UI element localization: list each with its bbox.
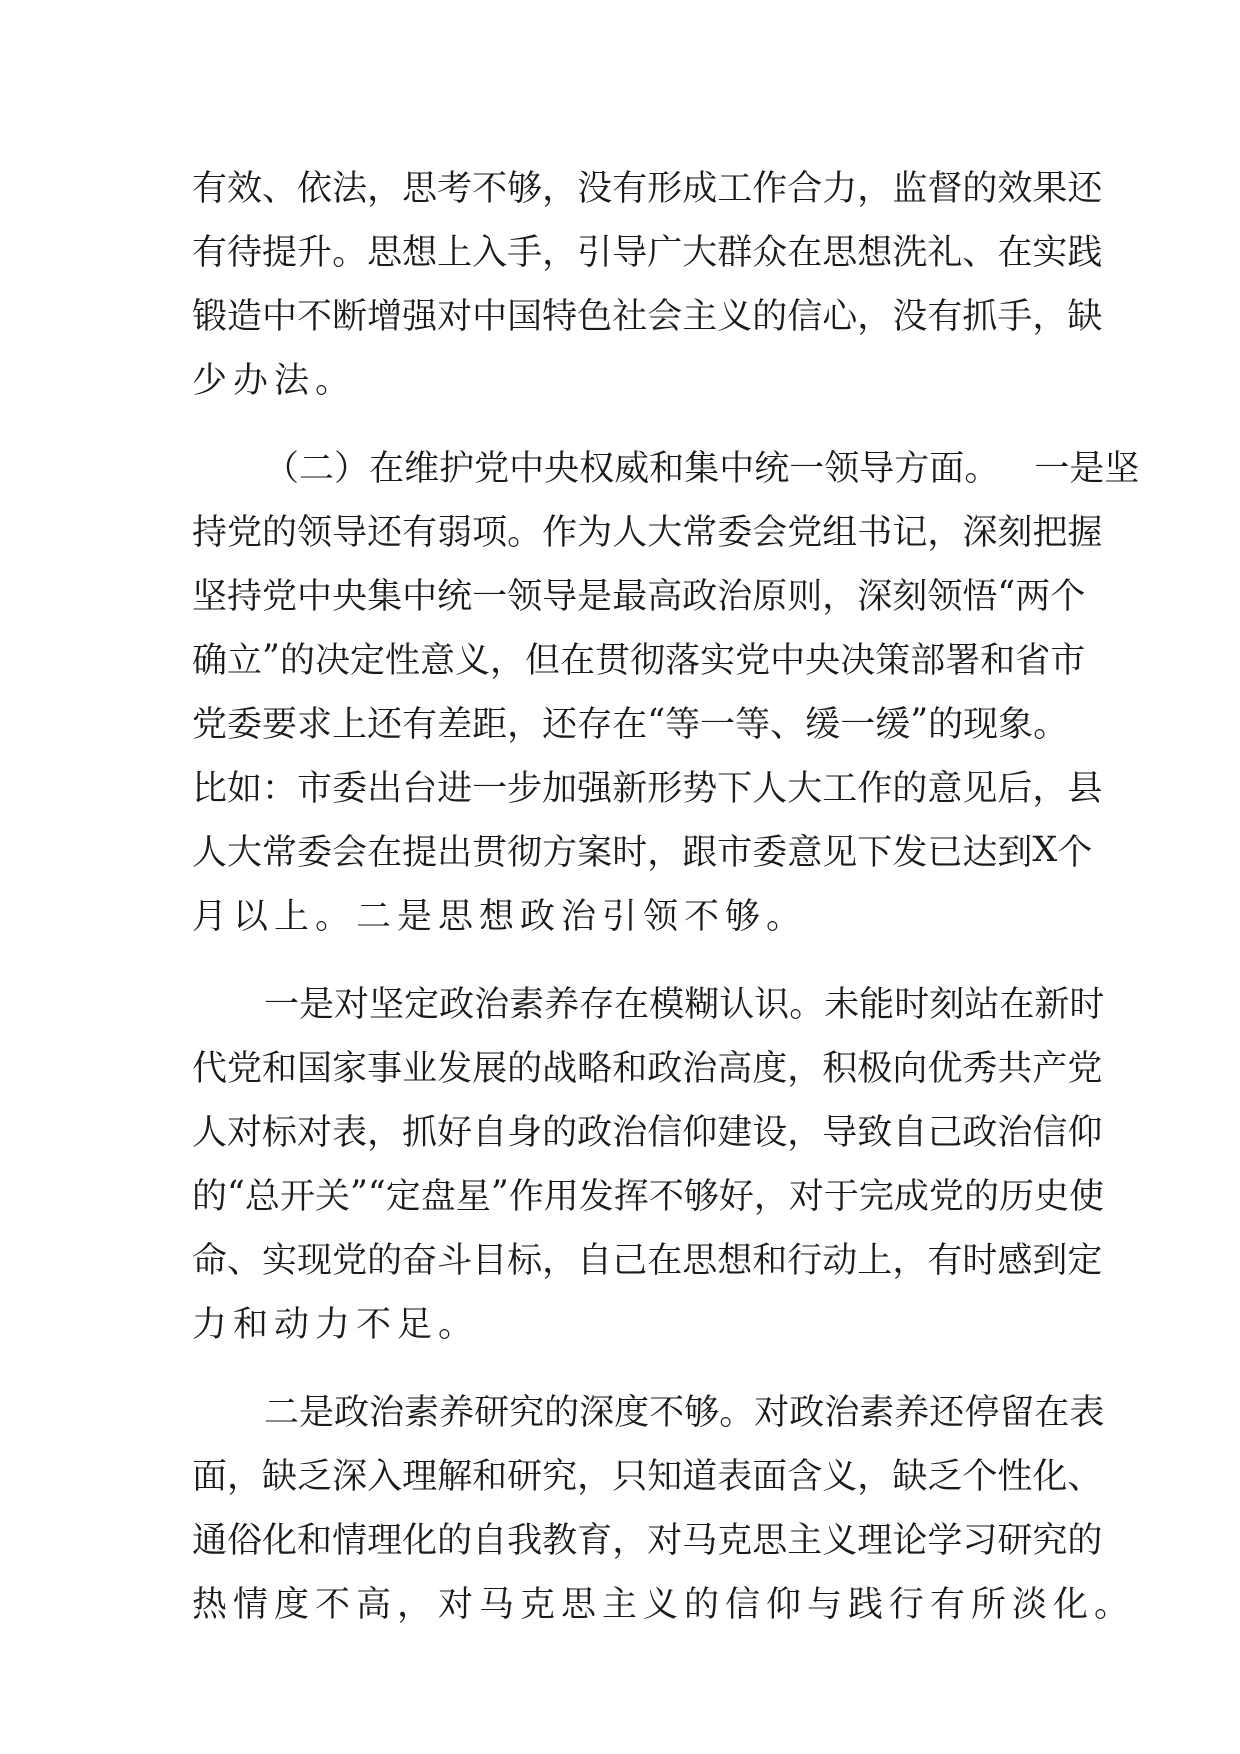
text-line: 持 党 的 领 导 还 有 弱 项 。 作 为 人 大 常 委 会 党 组 书 记 ， 深 刻 把 握 bbox=[192, 513, 1103, 553]
paragraph-1 bbox=[192, 154, 1103, 410]
text-line: （ 二 ） 在 维 护 党 中 央 权 威 和 集 中 统 一 领 导 方 面 。 一 是 坚 bbox=[264, 449, 1140, 489]
paragraph-2 bbox=[192, 434, 1140, 946]
text-line: 确 立 ” 的 决 定 性 意 义 ， 但 在 贯 彻 落 实 党 中 央 决 策 部 署 和 省 市 bbox=[192, 638, 1086, 681]
text-line: 命 、 实 现 党 的 奋 斗 目 标 ， 自 己 在 思 想 和 行 动 上 ， 有 时 感 到 定 bbox=[192, 1241, 1103, 1281]
text-line: 比 如 ： 市 委 出 台 进 一 步 加 强 新 形 势 下 人 大 工 作 的 意 见 后 ， 县 bbox=[192, 769, 1103, 809]
text-line: 代 党 和 国 家 事 业 发 展 的 战 略 和 政 治 高 度 ， 积 极 向 优 秀 共 产 党 bbox=[192, 1049, 1103, 1089]
text-line: 二 是 政 治 素 养 研 究 的 深 度 不 够 。 对 政 治 素 养 还 停 留 在 表 bbox=[264, 1393, 1105, 1433]
text-line: 热情度不高，对马克思主义的信仰与践行有所淡化。 bbox=[192, 1585, 1136, 1625]
text-line: 面 ， 缺 乏 深 入 理 解 和 研 究 ， 只 知 道 表 面 含 义 ， 缺 乏 个 性 化 、 bbox=[192, 1457, 1103, 1497]
text-line: 有 待 提 升 。 思 想 上 入 手 ， 引 导 广 大 群 众 在 思 想 洗 礼 、 在 实 践 bbox=[192, 233, 1103, 273]
paragraph-4 bbox=[192, 1378, 1136, 1634]
text-line: 人 大 常 委 会 在 提 出 贯 彻 方 案 时 ， 跟 市 委 意 见 下 发 已 达 到 X 个 bbox=[192, 830, 1093, 873]
text-line: 一 是 对 坚 定 政 治 素 养 存 在 模 糊 认 识 。 未 能 时 刻 站 在 新 时 bbox=[264, 985, 1105, 1025]
paragraph-3 bbox=[192, 970, 1105, 1354]
text-line: 少办法。 bbox=[192, 361, 357, 401]
text-line: 通 俗 化 和 情 理 化 的 自 我 教 育 ， 对 马 克 思 主 义 理 论 学 习 研 究 的 bbox=[192, 1521, 1103, 1561]
text-line: 党 委 要 求 上 还 有 差 距 ， 还 存 在 “ 等 一 等 、 缓 一 缓 ” 的 现 象 。 bbox=[192, 702, 1069, 745]
text-line: 坚 持 党 中 央 集 中 统 一 领 导 是 最 高 政 治 原 则 ， 深 刻 领 悟 “ 两 个 bbox=[192, 574, 1086, 617]
text-line: 锻 造 中 不 断 增 强 对 中 国 特 色 社 会 主 义 的 信 心 ， 没 有 抓 手 ， 缺 bbox=[192, 297, 1103, 337]
document-body bbox=[192, 154, 1140, 1634]
text-line: 月以上。二是思想政治引领不够。 bbox=[192, 897, 808, 937]
text-line: 力和动力不足。 bbox=[192, 1305, 480, 1345]
text-line: 有 效 、 依 法 ， 思 考 不 够 ， 没 有 形 成 工 作 合 力 ， 监 督 的 效 果 还 bbox=[192, 169, 1103, 209]
text-line: 人 对 标 对 表 ， 抓 好 自 身 的 政 治 信 仰 建 设 ， 导 致 自 己 政 治 信 仰 bbox=[192, 1113, 1103, 1153]
text-line: 的 “ 总 开 关 ” “ 定 盘 星 ” 作 用 发 挥 不 够 好 ， 对 于 完 成 党 的 历 史 使 bbox=[192, 1174, 1104, 1217]
